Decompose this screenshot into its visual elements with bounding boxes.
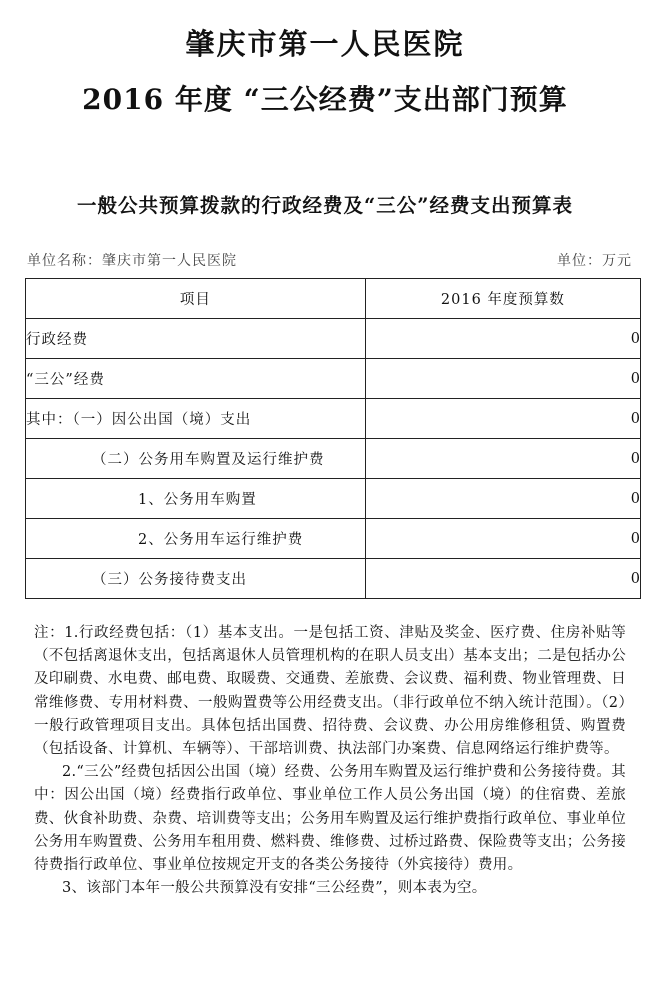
table-title: 一般公共预算拨款的行政经费及“三公”经费支出预算表 xyxy=(77,194,573,217)
row-label: 其中：（一）因公出国（境）支出 xyxy=(26,399,366,439)
row-value: 0 xyxy=(365,519,640,559)
document-subtitle-year: 2016 年度 “三公经费”支出部门预算 xyxy=(82,83,568,116)
note-paragraph: 注：1.行政经费包括：（1）基本支出。一是包括工资、津贴及奖金、医疗费、住房补贴等（不包括离退休支出，包括离退休人员管理机构的在职人员支出）基本支出；二是包括办公及印刷费、水电费、邮电费、取暖费、交通费、差旅费、会议费、福利费、物业管理费、日常维修费、专用材料费、一般购置费等公用经费支出。（非行政单位不纳入统计范围）。（2）一般行政管理项目支出。具体包括出国费、招待费、会议费、办公用房维修租赁、购置费（包括设备、计算机、车辆等）、干部培训费、执法部门办案费、信息网络运行维护费等。 xyxy=(34,625,626,758)
table-row xyxy=(26,479,641,519)
row-label: 1、公务用车购置 xyxy=(26,479,366,519)
row-value: 0 xyxy=(365,359,640,399)
notes-section xyxy=(34,622,626,900)
header-budget: 2016 年度预算数 xyxy=(365,279,640,319)
unit-info-row xyxy=(27,250,632,270)
table-row xyxy=(26,439,641,479)
table-row xyxy=(26,319,641,359)
note-paragraph: 3、该部门本年一般公共预算没有安排“三公经费”，则本表为空。 xyxy=(62,880,487,897)
table-row xyxy=(26,519,641,559)
table-row xyxy=(26,399,641,439)
row-label: 2、公务用车运行维护费 xyxy=(26,519,366,559)
row-label: （二）公务用车购置及运行维护费 xyxy=(26,439,366,479)
document-title: 肇庆市第一人民医院 xyxy=(185,27,465,61)
row-value: 0 xyxy=(365,559,640,599)
header-item: 项目 xyxy=(26,279,366,319)
budget-table xyxy=(25,278,641,599)
note-paragraph: 2.“三公”经费包括因公出国（境）经费、公务用车购置及运行维护费和公务接待费。其中：因公出国（境）经费指行政单位、事业单位工作人员公务出国（境）的住宿费、差旅费、伙食补助费、杂费、培训费等支出；公务用车购置及运行维护费指行政单位、事业单位公务用车购置费、公务用车租用费、燃料费、维修费、过桥过路费、保险费等支出；公务接待费指行政单位、事业单位按规定开支的各类公务接待（外宾接待）费用。 xyxy=(34,764,626,874)
row-label: 行政经费 xyxy=(26,319,366,359)
org-name: 单位名称：肇庆市第一人民医院 xyxy=(27,253,237,269)
row-value: 0 xyxy=(365,439,640,479)
table-row xyxy=(26,359,641,399)
table-row xyxy=(26,559,641,599)
row-label: （三）公务接待费支出 xyxy=(26,559,366,599)
row-value: 0 xyxy=(365,479,640,519)
row-label: “三公”经费 xyxy=(26,359,366,399)
unit-label: 单位：万元 xyxy=(557,253,632,269)
row-value: 0 xyxy=(365,399,640,439)
row-value: 0 xyxy=(365,319,640,359)
table-header-row xyxy=(26,279,641,319)
